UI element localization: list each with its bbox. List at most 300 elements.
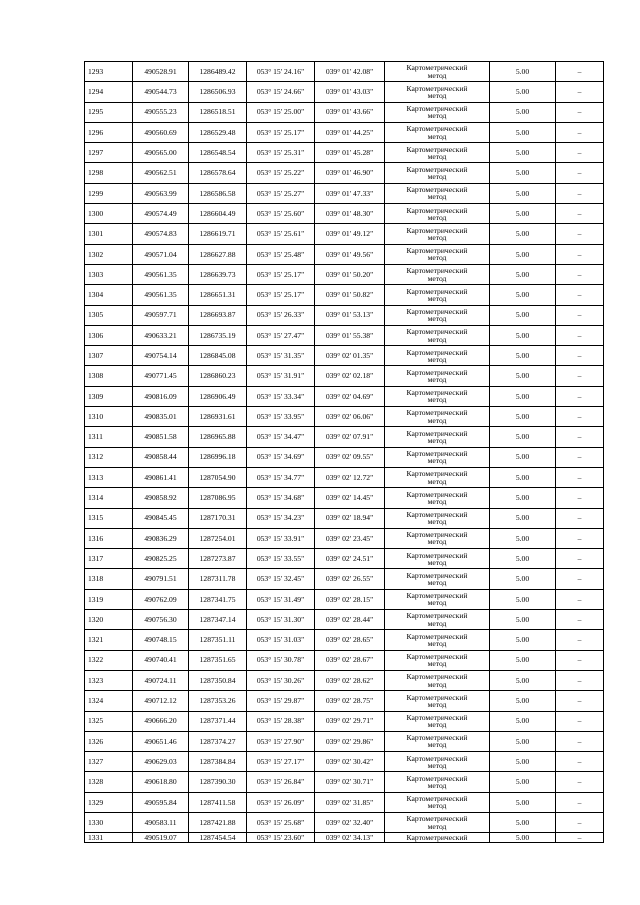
x-coordinate-cell: 490544.73 [133,82,189,102]
accuracy-cell: 5.00 [490,264,556,284]
y-coordinate-cell: 1286651.31 [189,285,247,305]
method-line2: метод [427,253,447,263]
table-row [85,650,604,670]
y-coordinate-cell: 1286627.88 [189,244,247,264]
method-line1: Картометрический [406,509,468,519]
y-coordinate-cell: 1287254.01 [189,528,247,548]
x-coordinate-cell: 490748.15 [133,630,189,650]
point-number-cell: 1300 [85,204,133,224]
point-number-cell: 1312 [85,447,133,467]
x-coordinate-cell: 490555.23 [133,102,189,122]
longitude-cell: 039° 02' 24.51" [315,549,385,569]
method-line2: метод [427,598,447,608]
point-number-cell: 1330 [85,812,133,832]
y-coordinate-cell: 1287390.30 [189,772,247,792]
point-number-cell: 1327 [85,752,133,772]
point-number-cell: 1309 [85,386,133,406]
y-coordinate-cell: 1286996.18 [189,447,247,467]
method-cell [385,163,490,183]
latitude-cell: 053° 15' 34.77" [247,467,315,487]
longitude-cell: 039° 02' 09.55" [315,447,385,467]
note-cell: – [556,62,604,82]
longitude-cell: 039° 02' 07.91" [315,427,385,447]
method-line2: метод [427,781,447,791]
coordinates-table [84,61,604,843]
coordinates-table-body [85,62,604,843]
table-row [85,508,604,528]
method-cell [385,224,490,244]
accuracy-cell: 5.00 [490,366,556,386]
point-number-cell: 1321 [85,630,133,650]
y-coordinate-cell: 1287170.31 [189,508,247,528]
latitude-cell: 053° 15' 27.17" [247,752,315,772]
point-number-cell: 1324 [85,691,133,711]
note-cell: – [556,508,604,528]
latitude-cell: 053° 15' 25.22" [247,163,315,183]
table-row [85,528,604,548]
x-coordinate-cell: 490771.45 [133,366,189,386]
method-line2: метод [427,801,447,811]
point-number-cell: 1295 [85,102,133,122]
method-line2: метод [427,172,447,182]
latitude-cell: 053° 15' 25.48" [247,244,315,264]
latitude-cell: 053° 15' 26.09" [247,792,315,812]
longitude-cell: 039° 02' 28.44" [315,610,385,630]
method-cell [385,386,490,406]
accuracy-cell: 5.00 [490,589,556,609]
method-line1: Картометрический [406,327,468,337]
note-cell: – [556,366,604,386]
method-line1: Картометрический [406,692,468,702]
longitude-cell: 039° 01' 42.08" [315,62,385,82]
accuracy-cell: 5.00 [490,163,556,183]
point-number-cell: 1316 [85,528,133,548]
point-number-cell: 1294 [85,82,133,102]
method-line1: Картометрический [406,773,468,783]
method-line2: метод [427,314,447,324]
method-line2: метод [427,395,447,405]
point-number-cell: 1323 [85,670,133,690]
method-line2: метод [427,557,447,567]
table-row [85,285,604,305]
method-line2: метод [427,273,447,283]
accuracy-cell: 5.00 [490,244,556,264]
longitude-cell: 039° 01' 50.20" [315,264,385,284]
method-cell [385,264,490,284]
longitude-cell: 039° 01' 48.30" [315,204,385,224]
note-cell: – [556,224,604,244]
method-cell [385,447,490,467]
method-cell [385,143,490,163]
note-cell: – [556,163,604,183]
method-line2: метод [427,293,447,303]
accuracy-cell: 5.00 [490,183,556,203]
longitude-cell: 039° 02' 28.15" [315,589,385,609]
note-cell: – [556,305,604,325]
longitude-cell: 039° 01' 46.90" [315,163,385,183]
method-cell [385,508,490,528]
latitude-cell: 053° 15' 31.03" [247,630,315,650]
x-coordinate-cell: 490560.69 [133,122,189,142]
note-cell: – [556,447,604,467]
latitude-cell: 053° 15' 33.95" [247,407,315,427]
method-line1: Картометрический [406,205,468,215]
table-row [85,772,604,792]
accuracy-cell: 5.00 [490,82,556,102]
point-number-cell: 1319 [85,589,133,609]
y-coordinate-cell: 1287384.84 [189,752,247,772]
point-number-cell: 1308 [85,366,133,386]
y-coordinate-cell: 1286639.73 [189,264,247,284]
x-coordinate-cell: 490563.99 [133,183,189,203]
table-row [85,488,604,508]
method-line2: метод [427,659,447,669]
note-cell: – [556,427,604,447]
y-coordinate-cell: 1286604.49 [189,204,247,224]
latitude-cell: 053° 15' 31.35" [247,346,315,366]
accuracy-cell: 5.00 [490,711,556,731]
point-number-cell: 1301 [85,224,133,244]
method-cell [385,244,490,264]
x-coordinate-cell: 490574.83 [133,224,189,244]
method-line1: Картометрический [406,530,468,540]
longitude-cell: 039° 02' 29.86" [315,731,385,751]
y-coordinate-cell: 1287371.44 [189,711,247,731]
method-line1: Картометрический [406,104,468,114]
table-row [85,447,604,467]
longitude-cell: 039° 02' 28.62" [315,670,385,690]
point-number-cell: 1322 [85,650,133,670]
accuracy-cell: 5.00 [490,143,556,163]
table-row [85,244,604,264]
method-line2: метод [427,151,447,161]
method-cell [385,752,490,772]
method-line1: Картометрический [406,164,468,174]
note-cell: – [556,589,604,609]
point-number-cell: 1315 [85,508,133,528]
method-line1: Картометрический [406,712,468,722]
y-coordinate-cell: 1287054.90 [189,467,247,487]
x-coordinate-cell: 490528.91 [133,62,189,82]
method-line2: метод [427,354,447,364]
method-line2: метод [427,760,447,770]
longitude-cell: 039° 01' 49.56" [315,244,385,264]
method-line1: Картометрический [406,266,468,276]
table-row [85,467,604,487]
method-line1: Картометрический [406,246,468,256]
x-coordinate-cell: 490519.07 [133,833,189,843]
note-cell: – [556,143,604,163]
note-cell: – [556,122,604,142]
latitude-cell: 053° 15' 25.27" [247,183,315,203]
method-line1: Картометрический [406,611,468,621]
latitude-cell: 053° 15' 31.49" [247,589,315,609]
y-coordinate-cell: 1286735.19 [189,325,247,345]
latitude-cell: 053° 15' 33.55" [247,549,315,569]
x-coordinate-cell: 490597.71 [133,305,189,325]
method-line1: Картометрический [406,449,468,459]
x-coordinate-cell: 490561.35 [133,285,189,305]
method-line2: метод [427,699,447,709]
point-number-cell: 1307 [85,346,133,366]
y-coordinate-cell: 1287350.84 [189,670,247,690]
x-coordinate-cell: 490836.29 [133,528,189,548]
longitude-cell: 039° 01' 53.13" [315,305,385,325]
method-cell [385,650,490,670]
latitude-cell: 053° 15' 25.31" [247,143,315,163]
note-cell: – [556,752,604,772]
point-number-cell: 1317 [85,549,133,569]
method-line1: Картометрический [406,489,468,499]
longitude-cell: 039° 01' 49.12" [315,224,385,244]
longitude-cell: 039° 02' 26.55" [315,569,385,589]
table-row [85,752,604,772]
longitude-cell: 039° 02' 28.67" [315,650,385,670]
method-cell [385,407,490,427]
x-coordinate-cell: 490571.04 [133,244,189,264]
method-line2: метод [427,476,447,486]
table-row [85,691,604,711]
y-coordinate-cell: 1287351.11 [189,630,247,650]
y-coordinate-cell: 1286529.48 [189,122,247,142]
method-line2: метод [427,618,447,628]
y-coordinate-cell: 1287353.26 [189,691,247,711]
latitude-cell: 053° 15' 25.68" [247,812,315,832]
latitude-cell: 053° 15' 27.47" [247,325,315,345]
table-row [85,224,604,244]
method-line1: Картометрический [406,225,468,235]
note-cell: – [556,102,604,122]
x-coordinate-cell: 490861.41 [133,467,189,487]
x-coordinate-cell: 490724.11 [133,670,189,690]
accuracy-cell: 5.00 [490,285,556,305]
method-line2: метод [427,70,447,80]
method-line1: Картометрический [406,570,468,580]
point-number-cell: 1298 [85,163,133,183]
method-line2: метод [427,720,447,730]
method-cell [385,62,490,82]
y-coordinate-cell: 1287086.95 [189,488,247,508]
accuracy-cell: 5.00 [490,731,556,751]
accuracy-cell: 5.00 [490,467,556,487]
method-line2: метод [427,212,447,222]
point-number-cell: 1328 [85,772,133,792]
point-number-cell: 1299 [85,183,133,203]
note-cell: – [556,670,604,690]
table-row [85,569,604,589]
method-line1: Картометрический [406,83,468,93]
method-cell [385,731,490,751]
latitude-cell: 053° 15' 31.30" [247,610,315,630]
longitude-cell: 039° 02' 04.69" [315,386,385,406]
method-cell [385,427,490,447]
method-cell [385,183,490,203]
table-row [85,183,604,203]
latitude-cell: 053° 15' 29.87" [247,691,315,711]
longitude-cell: 039° 01' 43.03" [315,82,385,102]
y-coordinate-cell: 1286619.71 [189,224,247,244]
accuracy-cell: 5.00 [490,102,556,122]
y-coordinate-cell: 1286578.64 [189,163,247,183]
longitude-cell: 039° 02' 28.65" [315,630,385,650]
note-cell: – [556,569,604,589]
method-cell [385,833,490,843]
method-cell [385,325,490,345]
longitude-cell: 039° 02' 34.13" [315,833,385,843]
latitude-cell: 053° 15' 25.17" [247,285,315,305]
note-cell: – [556,731,604,751]
x-coordinate-cell: 490835.01 [133,407,189,427]
method-line2: метод [427,334,447,344]
accuracy-cell: 5.00 [490,204,556,224]
table-row [85,122,604,142]
table-row [85,386,604,406]
note-cell: – [556,346,604,366]
point-number-cell: 1296 [85,122,133,142]
table-row [85,143,604,163]
method-cell [385,610,490,630]
method-line2: метод [427,638,447,648]
table-row [85,792,604,812]
note-cell: – [556,183,604,203]
x-coordinate-cell: 490791.51 [133,569,189,589]
method-line1: Картометрический [406,753,468,763]
table-row [85,102,604,122]
method-line2: метод [427,537,447,547]
longitude-cell: 039° 02' 29.71" [315,711,385,731]
table-row [85,610,604,630]
method-line2: метод [427,375,447,385]
method-cell [385,589,490,609]
point-number-cell: 1302 [85,244,133,264]
latitude-cell: 053° 15' 34.69" [247,447,315,467]
x-coordinate-cell: 490562.51 [133,163,189,183]
method-cell [385,285,490,305]
note-cell: – [556,792,604,812]
table-row [85,163,604,183]
x-coordinate-cell: 490740.41 [133,650,189,670]
longitude-cell: 039° 02' 14.45" [315,488,385,508]
method-line1: Картометрический [406,144,468,154]
y-coordinate-cell: 1287273.87 [189,549,247,569]
method-line1: Картометрический [406,631,468,641]
method-line2: метод [427,111,447,121]
latitude-cell: 053° 15' 23.60" [247,833,315,843]
longitude-cell: 039° 02' 23.45" [315,528,385,548]
table-row [85,589,604,609]
longitude-cell: 039° 01' 47.33" [315,183,385,203]
note-cell: – [556,264,604,284]
method-cell [385,467,490,487]
latitude-cell: 053° 15' 34.68" [247,488,315,508]
longitude-cell: 039° 01' 55.38" [315,325,385,345]
note-cell: – [556,610,604,630]
method-cell [385,812,490,832]
point-number-cell: 1331 [85,833,133,843]
method-line2: метод [427,517,447,527]
longitude-cell: 039° 02' 30.42" [315,752,385,772]
x-coordinate-cell: 490574.49 [133,204,189,224]
y-coordinate-cell: 1286860.23 [189,366,247,386]
x-coordinate-cell: 490561.35 [133,264,189,284]
latitude-cell: 053° 15' 33.91" [247,528,315,548]
latitude-cell: 053° 15' 30.78" [247,650,315,670]
point-number-cell: 1320 [85,610,133,630]
longitude-cell: 039° 02' 32.40" [315,812,385,832]
accuracy-cell: 5.00 [490,325,556,345]
point-number-cell: 1313 [85,467,133,487]
accuracy-cell: 5.00 [490,224,556,244]
table-row [85,325,604,345]
longitude-cell: 039° 02' 28.75" [315,691,385,711]
x-coordinate-cell: 490762.09 [133,589,189,609]
method-line1: Картометрический [406,550,468,560]
method-cell [385,569,490,589]
method-line1: Картометрический [406,388,468,398]
y-coordinate-cell: 1287311.78 [189,569,247,589]
accuracy-cell: 5.00 [490,610,556,630]
y-coordinate-cell: 1286906.49 [189,386,247,406]
table-row [85,711,604,731]
note-cell: – [556,833,604,843]
method-cell [385,204,490,224]
note-cell: – [556,812,604,832]
latitude-cell: 053° 15' 24.16" [247,62,315,82]
table-row [85,670,604,690]
method-line2: метод [427,131,447,141]
table-row [85,833,604,843]
accuracy-cell: 5.00 [490,346,556,366]
method-cell [385,711,490,731]
method-line2: метод [427,90,447,100]
method-cell [385,549,490,569]
longitude-cell: 039° 02' 30.71" [315,772,385,792]
accuracy-cell: 5.00 [490,447,556,467]
latitude-cell: 053° 15' 26.33" [247,305,315,325]
latitude-cell: 053° 15' 27.90" [247,731,315,751]
table-row [85,407,604,427]
method-line1: Картометрический [406,367,468,377]
method-line1: Картометрический [406,652,468,662]
method-line1: Картометрический [406,814,468,824]
x-coordinate-cell: 490651.46 [133,731,189,751]
accuracy-cell: 5.00 [490,752,556,772]
note-cell: – [556,244,604,264]
note-cell: – [556,528,604,548]
method-line1: Картометрический [406,469,468,479]
longitude-cell: 039° 02' 12.72" [315,467,385,487]
longitude-cell: 039° 01' 43.66" [315,102,385,122]
method-line1: Картометрический [406,286,468,296]
accuracy-cell: 5.00 [490,691,556,711]
method-line1: Картометрический [406,63,468,73]
latitude-cell: 053° 15' 25.17" [247,122,315,142]
note-cell: – [556,772,604,792]
y-coordinate-cell: 1286518.51 [189,102,247,122]
accuracy-cell: 5.00 [490,792,556,812]
latitude-cell: 053° 15' 25.17" [247,264,315,284]
method-line1: Картометрический [406,307,468,316]
x-coordinate-cell: 490858.44 [133,447,189,467]
latitude-cell: 053° 15' 25.00" [247,102,315,122]
note-cell: – [556,691,604,711]
latitude-cell: 053° 15' 34.23" [247,508,315,528]
y-coordinate-cell: 1287351.65 [189,650,247,670]
point-number-cell: 1304 [85,285,133,305]
latitude-cell: 053° 15' 30.26" [247,670,315,690]
latitude-cell: 053° 15' 32.45" [247,569,315,589]
table-row [85,346,604,366]
